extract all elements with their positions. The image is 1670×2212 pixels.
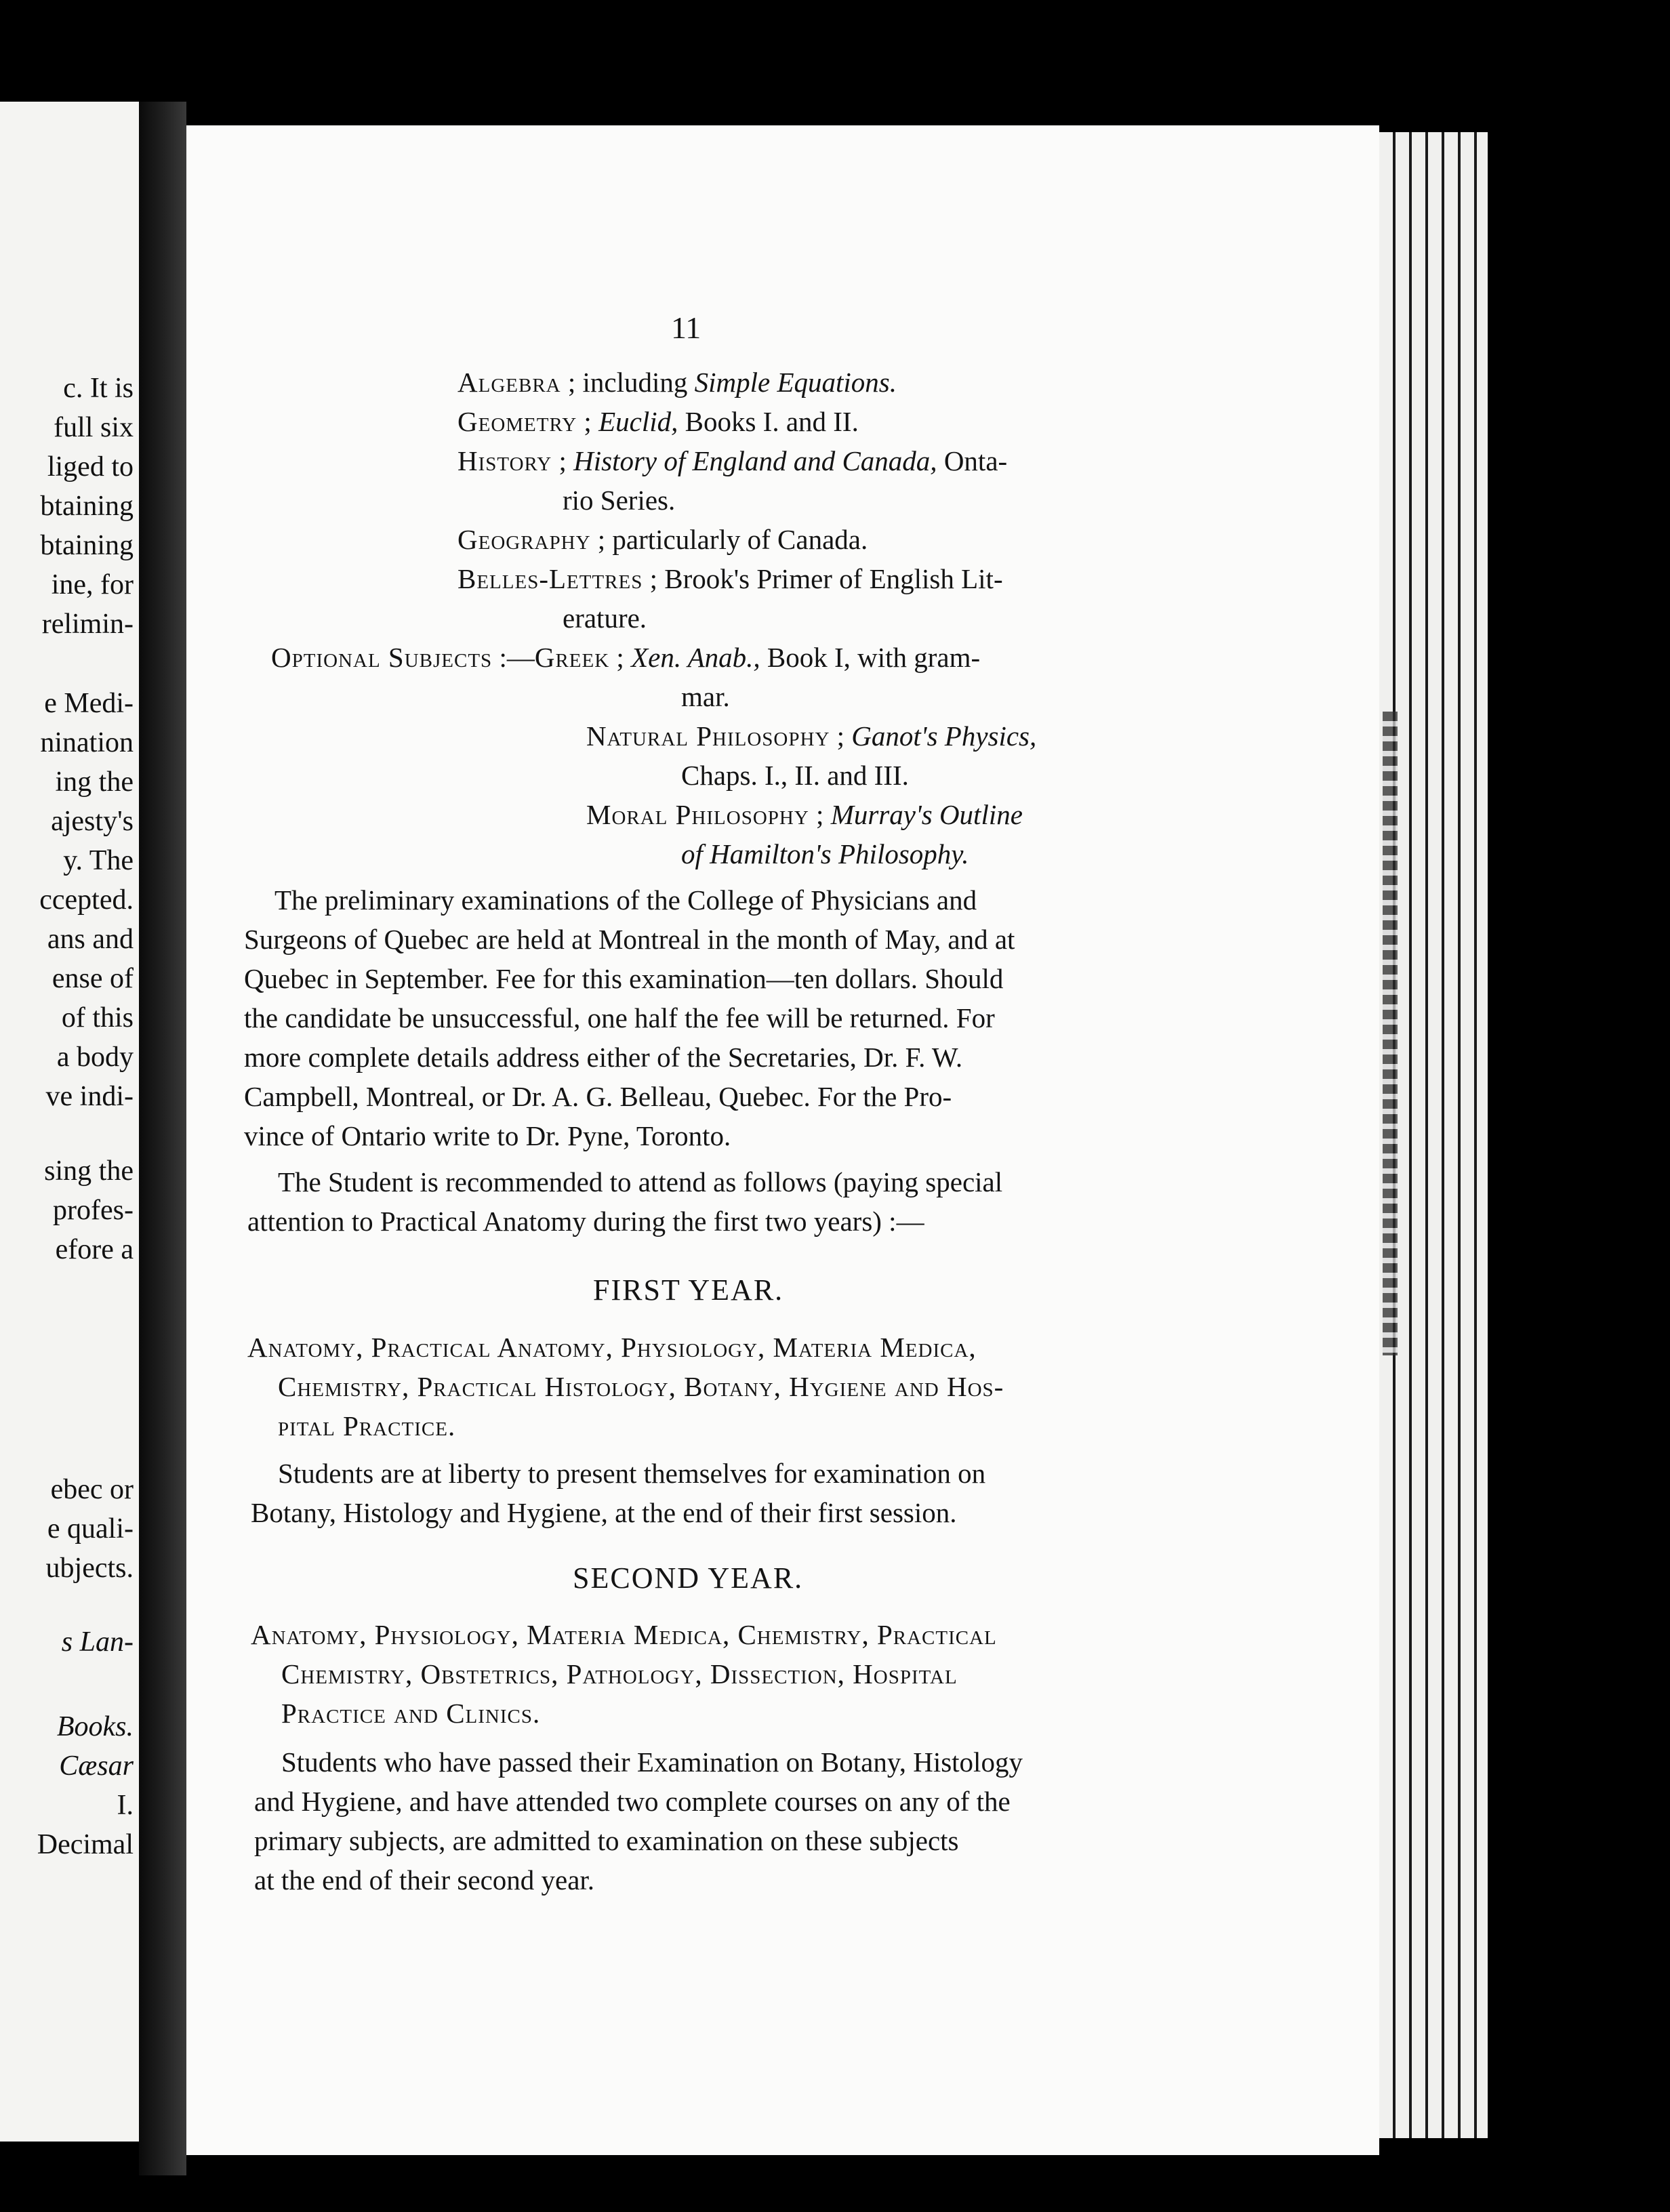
subject-algebra (457, 363, 897, 402)
left-page-line: s Lan- (61, 1626, 134, 1658)
subject-name: Algebra (457, 367, 561, 398)
first-year-subjects-line: Anatomy, Practical Anatomy, Physiology, Materia Medica, (247, 1332, 977, 1363)
subject-detail: Euclid, (598, 406, 678, 437)
first-year-note-line: Students are at liberty to present themselves for examination on (278, 1458, 986, 1489)
second-year-heading: SECOND YEAR. (573, 1561, 804, 1595)
first-year-note-line: Botany, Histology and Hygiene, at the end of their first session. (251, 1497, 957, 1528)
subject-geography (457, 520, 868, 559)
subject-name: Belles-Lettres (457, 563, 643, 594)
paragraph-line: Quebec in September. Fee for this examination—ten dollars. Should (244, 963, 1004, 994)
optional-moral-philosophy (586, 795, 1023, 834)
subject-sep: ; (830, 720, 852, 752)
left-page-line: ine, for (51, 569, 134, 600)
optional-greek-cont: mar. (681, 681, 730, 712)
subject-detail: History of England and Canada, (573, 445, 937, 476)
page-number: 11 (671, 310, 701, 345)
left-page-line: ense of (52, 963, 134, 994)
paragraph-line: the candidate be unsuccessful, one half the fee will be returned. For (244, 1002, 995, 1033)
left-page-line: ccepted. (39, 884, 134, 916)
subject-detail: Simple Equations. (694, 367, 897, 398)
left-page-line: Cæsar (59, 1750, 134, 1782)
subject-sep: ; (577, 406, 599, 437)
subject-rest: Book I, with gram- (760, 642, 981, 673)
subject-sep: ; (609, 642, 632, 673)
paragraph-line: Campbell, Montreal, or Dr. A. G. Belleau, Quebec. For the Pro- (244, 1081, 952, 1112)
second-year-subjects-line: Chemistry, Obstetrics, Pathology, Dissection, Hospital (281, 1658, 958, 1689)
optional-label: Optional Subjects (271, 642, 493, 673)
left-page-line: c. It is (63, 373, 134, 404)
left-page-line: full six (54, 412, 134, 443)
subject-name: Geometry (457, 406, 577, 437)
second-year-note-line: primary subjects, are admitted to examination on these subjects (254, 1825, 959, 1856)
optional-moral-cont: of Hamilton's Philosophy. (681, 838, 969, 869)
left-page-line: y. The (63, 845, 134, 876)
paragraph-line: The Student is recommended to attend as follows (paying special (278, 1166, 1003, 1197)
library-stamp (1383, 712, 1398, 1355)
optional-greek (271, 638, 980, 677)
subject-history (457, 441, 1007, 480)
book-page (186, 125, 1379, 2155)
left-page-line: profes- (53, 1195, 134, 1226)
left-page-line: ebec or (50, 1474, 134, 1505)
subject-rest: Books I. and II. (678, 406, 859, 437)
subject-rest: ; Brook's Primer of English Lit- (643, 563, 1003, 594)
optional-prefix: :— (492, 642, 535, 673)
subject-name: Geography (457, 524, 591, 555)
left-page-line: ing the (55, 766, 134, 798)
subject-rest: ; particularly of Canada. (590, 524, 868, 555)
first-year-subjects-line: pital Practice. (278, 1410, 456, 1441)
left-page-line: btaining (40, 530, 134, 561)
subject-rest: Onta- (937, 445, 1008, 476)
subject-name: Natural Philosophy (586, 720, 830, 752)
left-page-line: Books. (56, 1711, 134, 1742)
left-page-line: btaining (40, 491, 134, 522)
left-page-line: efore a (55, 1234, 134, 1265)
subject-history-cont: rio Series. (563, 485, 676, 516)
first-year-heading: FIRST YEAR. (593, 1273, 784, 1307)
left-page-line: ans and (47, 924, 134, 955)
subject-belles-lettres-cont: erature. (563, 602, 647, 634)
subject-name: Moral Philosophy (586, 799, 809, 830)
left-page-line: relimin- (41, 609, 134, 640)
paragraph-line: The preliminary examinations of the College of Physicians and (274, 884, 977, 916)
paragraph-line: more complete details address either of the Secretaries, Dr. F. W. (244, 1042, 963, 1073)
paragraph-line: attention to Practical Anatomy during the first two years) :— (247, 1206, 924, 1237)
subject-belles-lettres (457, 559, 1003, 598)
left-page-line: e Medi- (44, 688, 134, 719)
second-year-subjects-line: Practice and Clinics. (281, 1698, 541, 1729)
subject-name: History (457, 445, 552, 476)
subject-detail: Ganot's Physics, (851, 720, 1037, 752)
second-year-note-line: Students who have passed their Examination on Botany, Histology (281, 1746, 1023, 1778)
left-page-line: liged to (47, 451, 134, 483)
left-page-line: e quali- (47, 1513, 134, 1544)
left-page-line: ubjects. (45, 1553, 134, 1584)
left-page-line: nination (40, 727, 134, 758)
first-year-subjects-line: Chemistry, Practical Histology, Botany, Hygiene and Hos- (278, 1371, 1004, 1402)
second-year-note-line: and Hygiene, and have attended two complete courses on any of the (254, 1786, 1011, 1817)
left-page-line: Decimal (37, 1829, 134, 1860)
second-year-note-line: at the end of their second year. (254, 1864, 595, 1896)
subject-geometry (457, 402, 859, 441)
second-year-subjects-line: Anatomy, Physiology, Materia Medica, Chemistry, Practical (251, 1619, 997, 1650)
book-gutter (139, 102, 186, 2175)
left-page-line: sing the (44, 1155, 134, 1187)
subject-sep: ; including (561, 367, 695, 398)
subject-name: Greek (534, 642, 610, 673)
paragraph-line: vince of Ontario write to Dr. Pyne, Toronto. (244, 1120, 731, 1151)
left-page-line: I. (117, 1790, 134, 1821)
paragraph-line: Surgeons of Quebec are held at Montreal in the month of May, and at (244, 924, 1015, 955)
left-page-fragment (0, 102, 139, 2142)
left-page-line: ajesty's (51, 806, 134, 837)
optional-natural-cont: Chaps. I., II. and III. (681, 760, 909, 791)
left-page-line: of this (61, 1002, 134, 1033)
subject-detail: Murray's Outline (830, 799, 1023, 830)
left-page-line: a body (56, 1042, 134, 1073)
left-page-line: ve indi- (45, 1081, 134, 1112)
subject-sep: ; (552, 445, 574, 476)
subject-detail: Xen. Anab., (631, 642, 760, 673)
optional-natural-philosophy (586, 716, 1036, 756)
subject-sep: ; (809, 799, 831, 830)
